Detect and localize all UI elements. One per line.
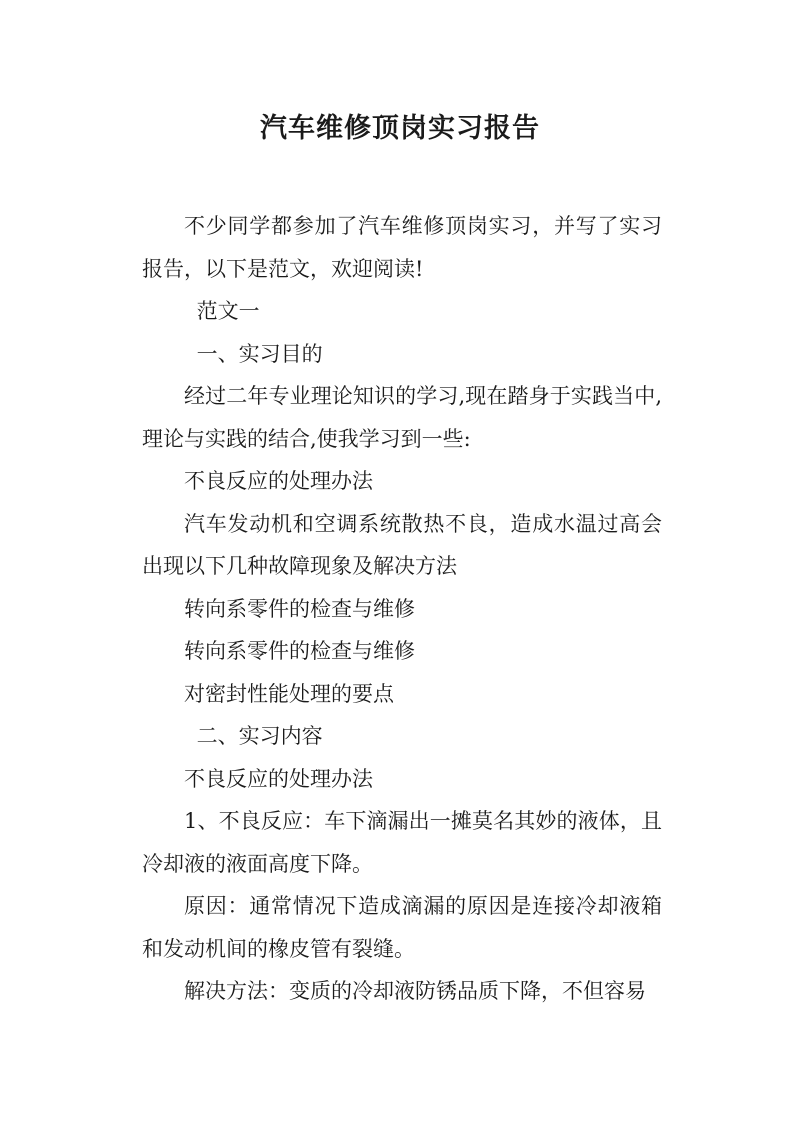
paragraph: 汽车发动机和空调系统散热不良，造成水温过高会出现以下几种故障现象及解决方法: [142, 511, 662, 578]
document-body: [142, 205, 662, 1013]
paragraph: 解决方法：变质的冷却液防锈品质下降，不但容易: [184, 979, 646, 1003]
paragraph: 原因：通常情况下造成滴漏的原因是连接冷却液箱和发动机间的橡皮管有裂缝。: [142, 894, 662, 961]
paragraph: 转向系零件的检查与维修: [184, 596, 415, 621]
document-title: 汽车维修顶岗实习报告: [260, 113, 540, 144]
section-label-sample-one: 范文一: [196, 299, 260, 323]
section-heading-purpose: 一、实习目的: [196, 341, 323, 366]
paragraph-intro: 不少同学都参加了汽车维修顶岗实习，并写了实习报告，以下是范文，欢迎阅读!: [142, 214, 662, 281]
paragraph: 对密封性能处理的要点: [184, 681, 394, 706]
paragraph: 1、不良反应：车下滴漏出一摊莫名其妙的液体，且冷却液的液面高度下降。: [142, 809, 662, 876]
section-heading-content: 二、实习内容: [196, 724, 323, 748]
paragraph: 经过二年专业理论知识的学习,现在踏身于实践当中,理论与实践的结合,使我学习到一些:: [142, 384, 662, 451]
paragraph: 转向系零件的检查与维修: [184, 639, 415, 663]
paragraph: 不良反应的处理办法: [184, 469, 373, 493]
paragraph: 不良反应的处理办法: [184, 766, 373, 791]
